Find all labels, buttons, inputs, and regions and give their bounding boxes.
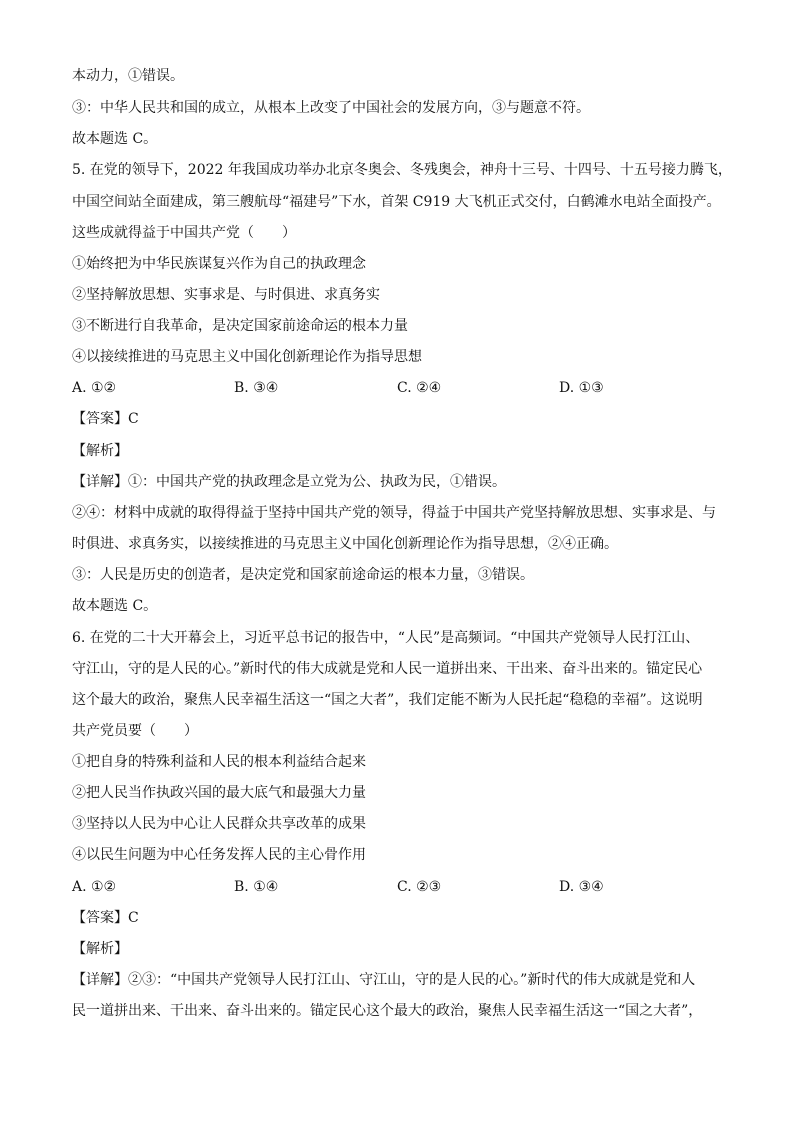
q5-conclusion: 故本题选 C。 [72, 598, 158, 614]
q6-detail-line-2: 民一道拼出来、干出来、奋斗出来的。锚定民心这个最大的政治，聚焦人民幸福生活这一“国之大者”， [72, 1003, 703, 1019]
q5-detail-line-4: ③：人民是历史的创造者，是决定党和国家前途命运的根本力量，③错误。 [72, 567, 534, 583]
q5-item-3: ③不断进行自我革命，是决定国家前途命运的根本力量 [72, 318, 408, 334]
q5-option-c: C. ②④ [397, 380, 442, 396]
q5-analysis-heading: 【解析】 [72, 443, 128, 459]
q6-answer: 【答案】C [72, 910, 139, 926]
q5-item-4: ④以接续推进的马克思主义中国化创新理论作为指导思想 [72, 349, 422, 365]
q6-option-c: C. ②③ [397, 879, 442, 895]
q4-tail-line-2: ③：中华人民共和国的成立，从根本上改变了中国社会的发展方向，③与题意不符。 [72, 100, 590, 116]
q6-detail-line-1: 【详解】②③：“中国共产党领导人民打江山、守江山，守的是人民的心。”新时代的伟大成就是党和人 [72, 972, 696, 988]
q5-stem-line-1: 5. 在党的领导下，2022 年我国成功举办北京冬奥会、冬残奥会，神舟十三号、十四号、十五号接力腾飞， [72, 162, 732, 178]
q5-option-d: D. ①③ [559, 380, 604, 396]
q4-tail-conclusion: 故本题选 C。 [72, 131, 158, 147]
q6-item-1: ①把自身的特殊利益和人民的根本利益结合起来 [72, 754, 366, 770]
q5-answer: 【答案】C [72, 411, 139, 427]
q5-item-2: ②坚持解放思想、实事求是、与时俱进、求真务实 [72, 287, 380, 303]
q5-stem-line-3: 这些成就得益于中国共产党（ ） [72, 225, 296, 241]
q6-stem-line-2: 守江山，守的是人民的心。”新时代的伟大成就是党和人民一道拼出来、干出来、奋斗出来的。锚定民心 [72, 661, 703, 677]
q6-stem-line-3: 这个最大的政治，聚焦人民幸福生活这一“国之大者”，我们定能不断为人民托起“稳稳的幸福”。这说明 [72, 692, 703, 708]
q5-stem-line-2: 中国空间站全面建成，第三艘航母“福建号”下水，首架 C919 大飞机正式交付，白鹤滩水电站全面投产。 [72, 194, 721, 210]
q6-option-a: A. ①② [72, 879, 117, 895]
q5-option-b: B. ③④ [234, 380, 279, 396]
q5-item-1: ①始终把为中华民族谋复兴作为自己的执政理念 [72, 256, 366, 272]
q6-analysis-heading: 【解析】 [72, 941, 128, 957]
q6-option-d: D. ③④ [559, 879, 604, 895]
q6-option-b: B. ①④ [234, 879, 279, 895]
q6-item-2: ②把人民当作执政兴国的最大底气和最强大力量 [72, 785, 366, 801]
q5-detail-line-1: 【详解】①：中国共产党的执政理念是立党为公、执政为民，①错误。 [72, 474, 506, 490]
q5-detail-line-2: ②④：材料中成就的取得得益于坚持中国共产党的领导，得益于中国共产党坚持解放思想、实事求是、与 [72, 505, 716, 521]
q5-detail-line-3: 时俱进、求真务实，以接续推进的马克思主义中国化创新理论作为指导思想，②④正确。 [72, 536, 618, 552]
q4-tail-line-1: 本动力，①错误。 [72, 68, 184, 84]
q6-stem-line-4: 共产党员要（ ） [72, 723, 198, 739]
q6-item-3: ③坚持以人民为中心让人民群众共享改革的成果 [72, 816, 366, 832]
q6-stem-line-1: 6. 在党的二十大开幕会上，习近平总书记的报告中，“人民”是高频词。“中国共产党领导人民打江山、 [72, 630, 700, 646]
q6-item-4: ④以民生问题为中心任务发挥人民的主心骨作用 [72, 847, 366, 863]
q5-option-a: A. ①② [72, 380, 117, 396]
